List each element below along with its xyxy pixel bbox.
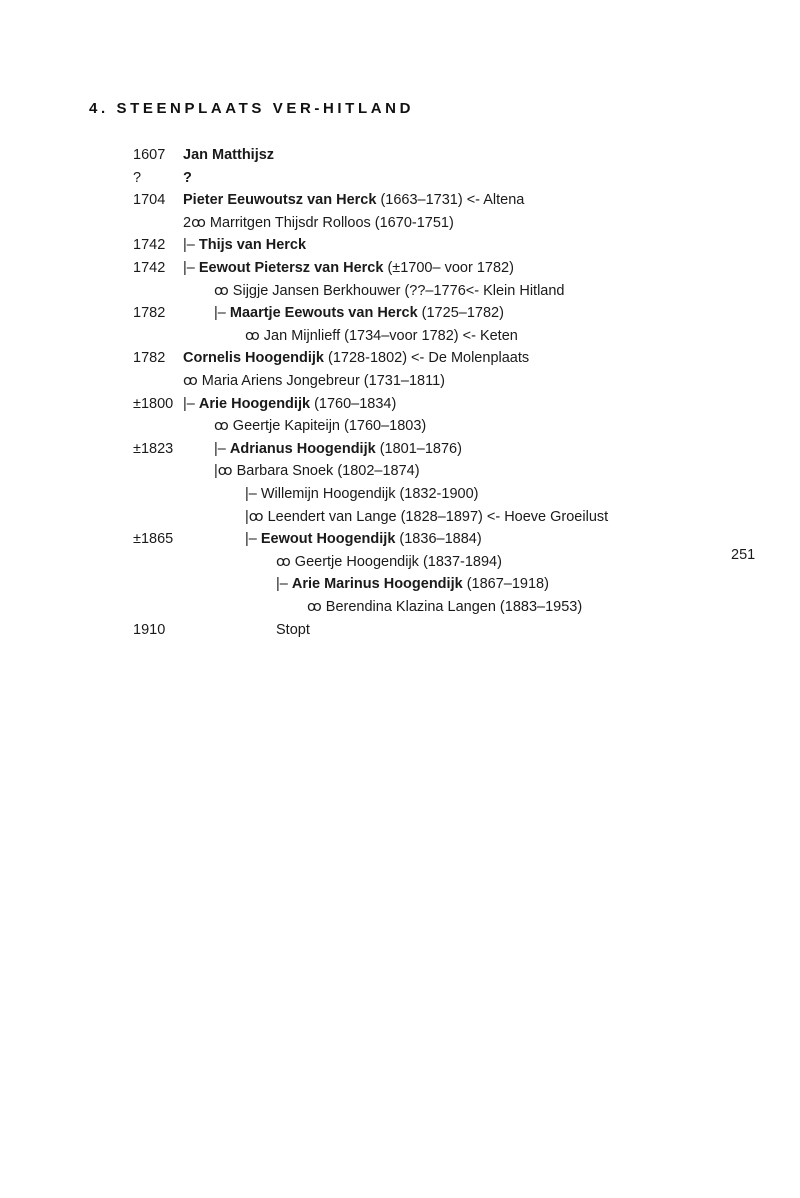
row-rest: Willemijn Hoogendijk (1832-1900) <box>260 486 479 502</box>
row-rest: ꝏ Jan Mijnlieff (1734–voor 1782) <- Keten <box>245 328 518 344</box>
row-bar: |– <box>245 486 261 502</box>
row-rest: ꝏ Berendina Klazina Langen (1883–1953) <box>307 599 583 615</box>
row-year: ±1800 <box>133 396 174 412</box>
row-rest: (1760–1834) <box>310 396 397 412</box>
page-number: 251 <box>731 547 756 563</box>
row-entry <box>214 303 504 323</box>
row-year: 1782 <box>133 350 166 366</box>
row-entry <box>183 348 529 368</box>
chapter-heading: 4. STEENPLAATS VER-HITLAND <box>89 100 415 117</box>
row-name: Pieter Eeuwoutsz van Herck <box>183 192 377 208</box>
row-entry <box>214 461 420 481</box>
row-name: Arie Hoogendijk <box>198 396 311 412</box>
row-name: Maartje Eewouts van Herck <box>229 305 418 321</box>
row-name: Jan Matthijsz <box>183 147 275 163</box>
row-entry <box>245 326 518 346</box>
row-entry <box>183 145 274 165</box>
row-entry <box>276 620 310 640</box>
row-rest: ꝏ Leendert van Lange (1828–1897) <- Hoeve Groeilust <box>248 509 609 525</box>
row-year: ±1865 <box>133 531 174 547</box>
row-bar: |– <box>276 576 292 592</box>
row-name: Thijs van Herck <box>198 237 307 253</box>
row-bar: |– <box>183 237 199 253</box>
row-entry <box>214 439 462 459</box>
row-rest: (1801–1876) <box>375 441 462 457</box>
row-entry <box>214 281 565 301</box>
row-entry <box>276 574 549 594</box>
row-bar: |– <box>214 441 230 457</box>
row-year: 1742 <box>133 260 166 276</box>
row-year: 1742 <box>133 237 166 253</box>
row-bar: |– <box>183 396 199 412</box>
row-year: ±1823 <box>133 441 174 457</box>
row-year: ? <box>133 170 142 186</box>
row-rest: ꝏ Sijgje Jansen Berkhouwer (??–1776<- Klein Hitland <box>214 283 565 299</box>
row-entry <box>183 258 514 278</box>
row-year: 1607 <box>133 147 166 163</box>
row-rest: (±1700– voor 1782) <box>383 260 514 276</box>
row-entry <box>245 529 482 549</box>
row-name: Eewout Hoogendijk <box>260 531 396 547</box>
row-bar: | <box>245 509 249 525</box>
row-rest: ꝏ Maria Ariens Jongebreur (1731–1811) <box>183 373 445 389</box>
row-name: Adrianus Hoogendijk <box>229 441 376 457</box>
row-rest: (1836–1884) <box>395 531 482 547</box>
row-rest: (1663–1731) <- Altena <box>376 192 525 208</box>
row-rest: (1867–1918) <box>462 576 549 592</box>
row-name: ? <box>183 170 192 186</box>
row-bar: | <box>214 463 218 479</box>
row-entry <box>183 394 396 414</box>
row-name: Eewout Pietersz van Herck <box>198 260 384 276</box>
row-entry <box>183 190 524 210</box>
row-entry <box>245 484 478 504</box>
row-name: Cornelis Hoogendijk <box>183 350 324 366</box>
row-rest: 2ꝏ Marritgen Thijsdr Rolloos (1670-1751) <box>183 215 454 231</box>
row-entry <box>183 371 445 391</box>
row-entry <box>183 235 306 255</box>
row-year: 1782 <box>133 305 166 321</box>
row-bar: |– <box>183 260 199 276</box>
row-rest: ꝏ Geertje Hoogendijk (1837-1894) <box>276 554 502 570</box>
row-bar: |– <box>245 531 261 547</box>
row-rest: ꝏ Barbara Snoek (1802–1874) <box>217 463 420 479</box>
row-year: 1704 <box>133 192 166 208</box>
row-entry <box>183 213 454 233</box>
row-entry <box>183 168 192 188</box>
row-rest: (1728-1802) <- De Molenplaats <box>324 350 530 366</box>
row-rest: ꝏ Geertje Kapiteijn (1760–1803) <box>214 418 427 434</box>
row-rest: Stopt <box>276 622 310 638</box>
row-entry <box>245 507 608 527</box>
row-entry <box>307 597 582 617</box>
row-year: 1910 <box>133 622 166 638</box>
row-bar: |– <box>214 305 230 321</box>
row-name: Arie Marinus Hoogendijk <box>291 576 463 592</box>
row-entry <box>214 416 426 436</box>
row-rest: (1725–1782) <box>417 305 504 321</box>
row-entry <box>276 552 502 572</box>
